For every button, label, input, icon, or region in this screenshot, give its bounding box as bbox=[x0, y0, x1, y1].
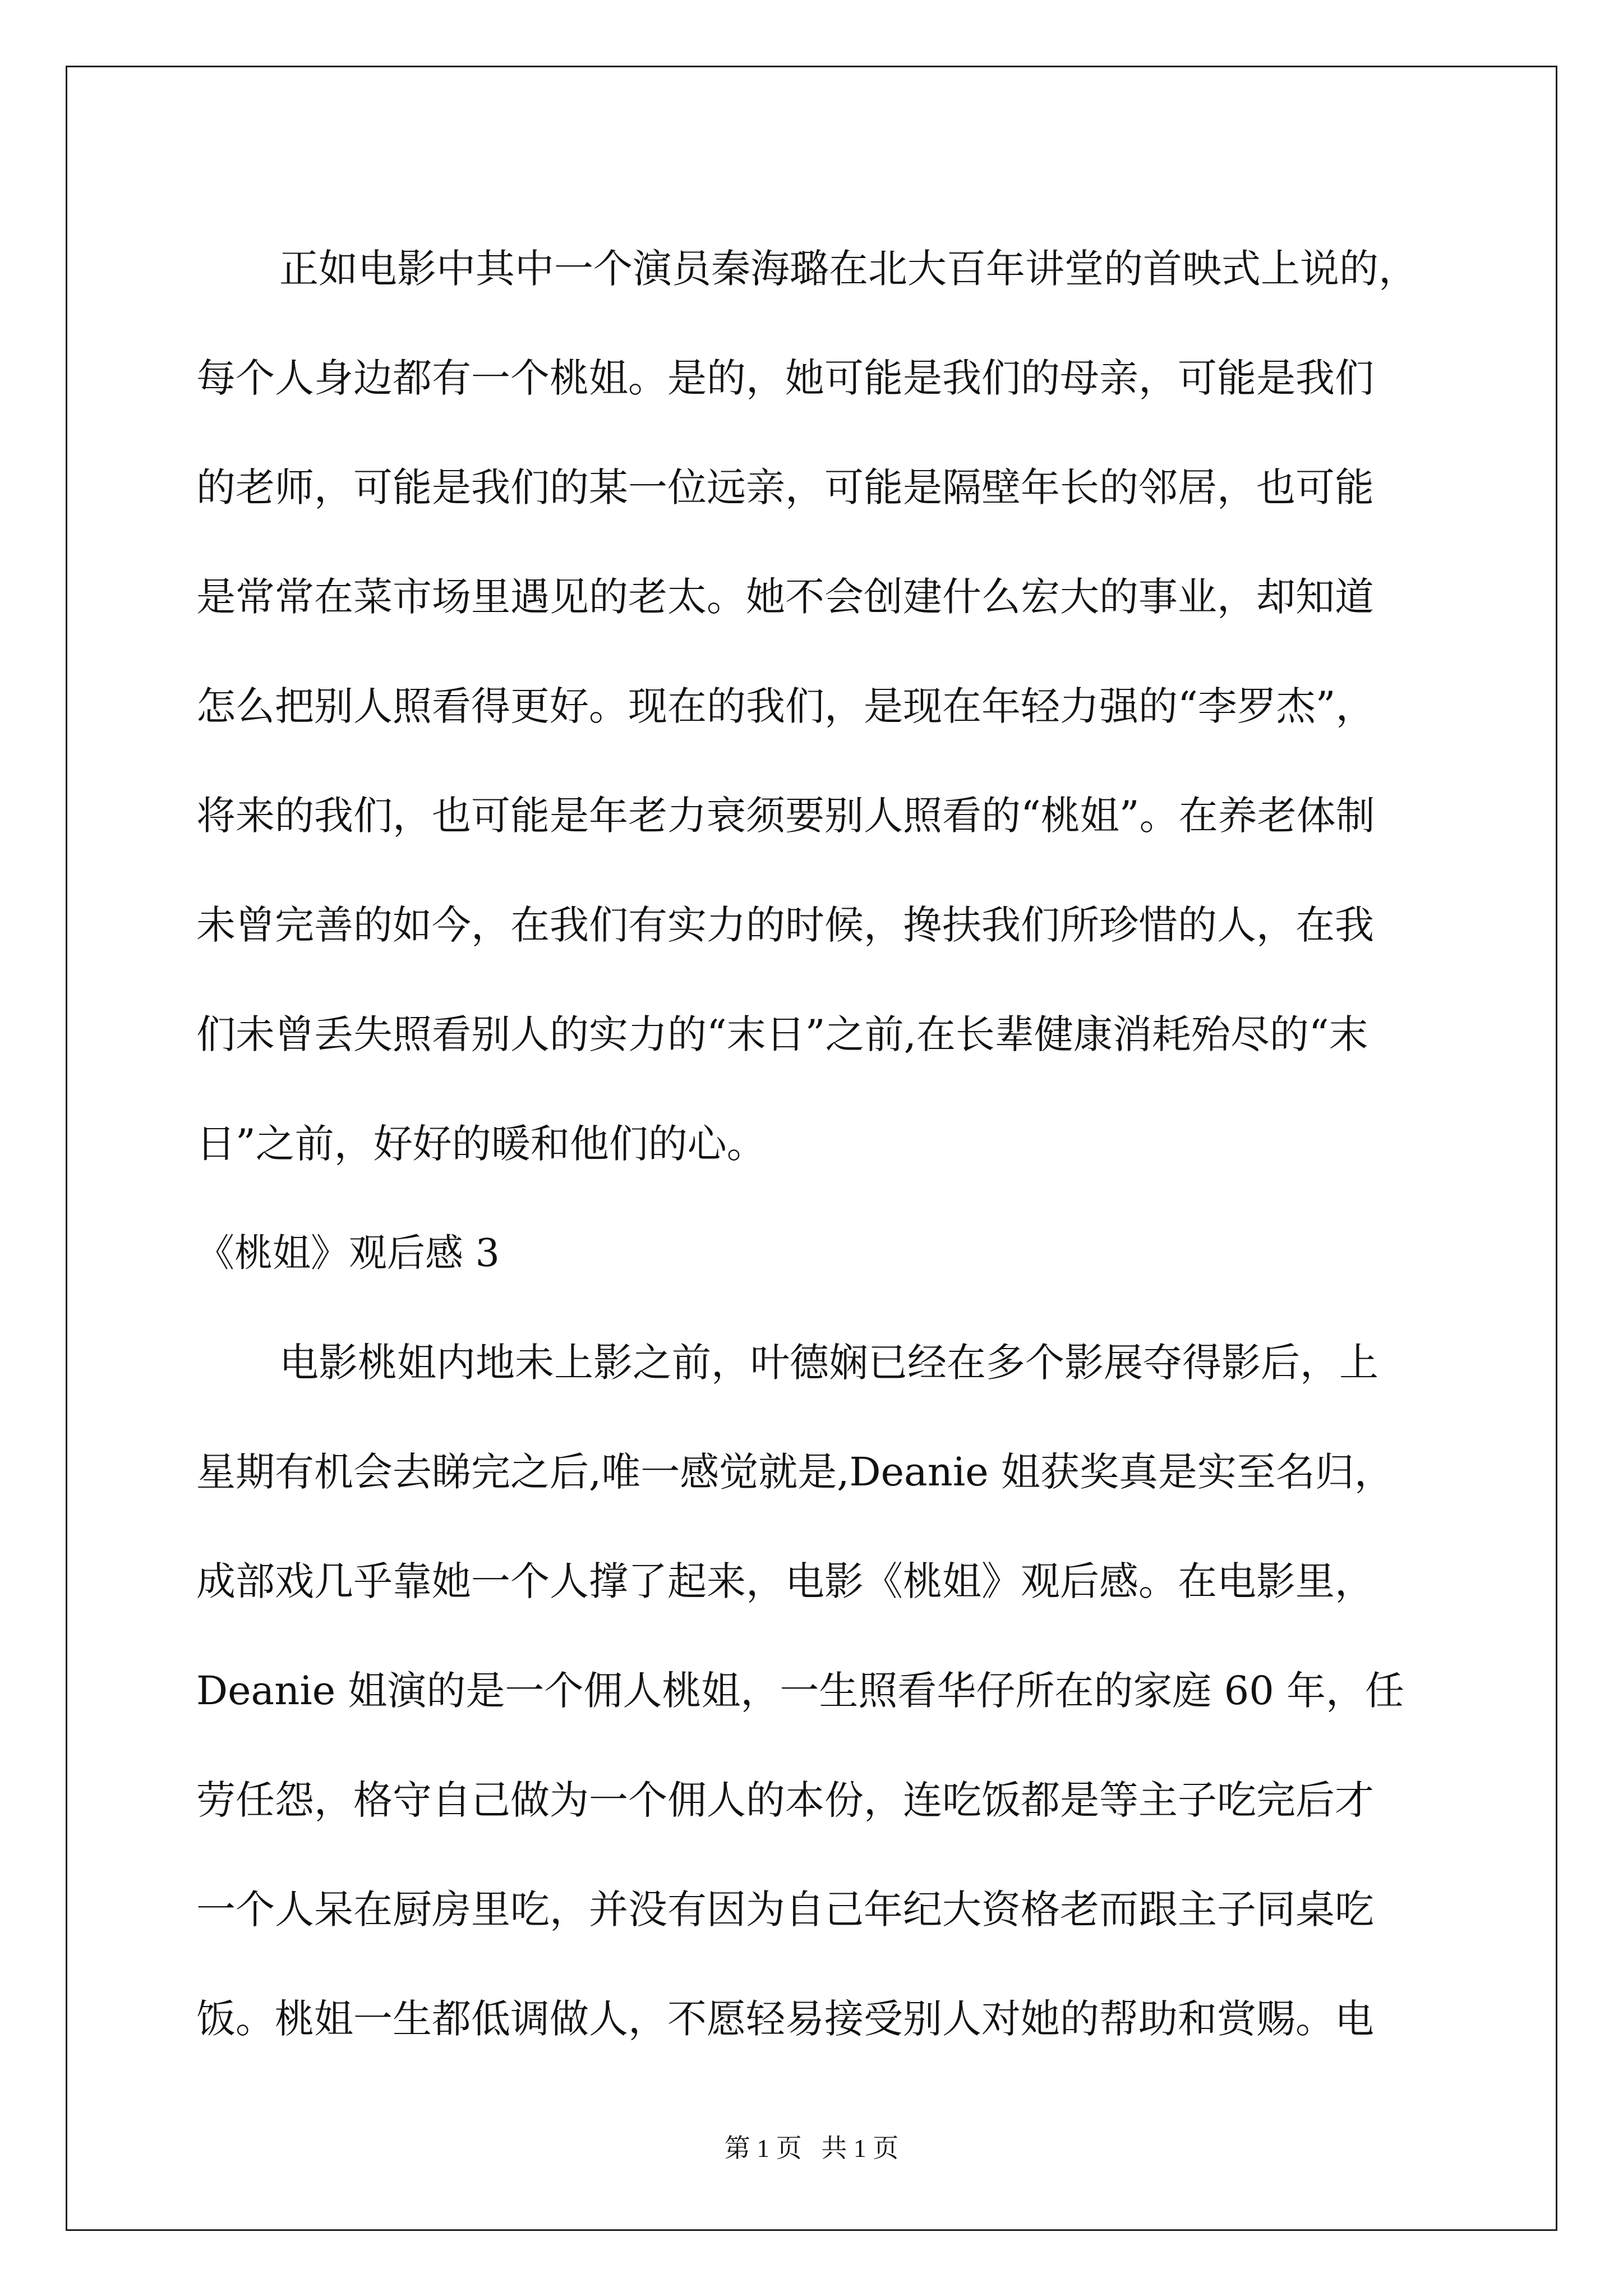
text-line: 饭。桃姐一生都低调做人，不愿轻易接受别人对她的帮助和赏赐。电 bbox=[196, 1996, 1374, 2042]
text-line: 们未曾丢失照看别人的实力的“末日”之前,在长辈健康消耗殆尽的“末 bbox=[196, 1011, 1368, 1057]
section-heading: 《桃姐》观后感 3 bbox=[196, 1231, 500, 1276]
text-line: 星期有机会去睇完之后,唯一感觉就是,Deanie 姐获奖真是实至名归， bbox=[196, 1449, 1394, 1495]
paragraph-1 bbox=[196, 214, 1430, 1199]
text-line: 电影桃姐内地未上影之前，叶德娴已经在多个影展夺得影后，上 bbox=[279, 1340, 1378, 1386]
text-line: 怎么把别人照看得更好。现在的我们，是现在年轻力强的“李罗杰”， bbox=[196, 683, 1375, 729]
text-line: 成部戏几乎靠她一个人撑了起来，电影《桃姐》观后感。在电影里， bbox=[196, 1558, 1374, 1604]
text-line: 日”之前，好好的暖和他们的心。 bbox=[196, 1121, 766, 1167]
text-line: Deanie 姐演的是一个佣人桃姐，一生照看华仔所在的家庭 60 年，任 bbox=[196, 1668, 1405, 1714]
text-line: 一个人呆在厨房里吃，并没有因为自己年纪大资格老而跟主子同桌吃 bbox=[196, 1887, 1374, 1932]
text-line: 正如电影中其中一个演员秦海璐在北大百年讲堂的首映式上说的， bbox=[279, 246, 1418, 292]
page-number-footer: 第 1 页 共 1 页 bbox=[724, 2134, 899, 2162]
text-line: 每个人身边都有一个桃姐。是的，她可能是我们的母亲，可能是我们 bbox=[196, 355, 1374, 401]
text-line: 是常常在菜市场里遇见的老太。她不会创建什么宏大的事业，却知道 bbox=[196, 574, 1374, 620]
text-line: 的老师，可能是我们的某一位远亲，可能是隔壁年长的邻居，也可能 bbox=[196, 464, 1374, 510]
text-line: 劳任怨，格守自己做为一个佣人的本份，连吃饭都是等主子吃完后才 bbox=[196, 1777, 1374, 1823]
text-line: 未曾完善的如今，在我们有实力的时候，搀扶我们所珍惜的人，在我 bbox=[196, 902, 1374, 948]
paragraph-2 bbox=[196, 1308, 1430, 2074]
document-body bbox=[196, 214, 1430, 2074]
text-line: 将来的我们，也可能是年老力衰须要别人照看的“桃姐”。在养老体制 bbox=[196, 793, 1375, 839]
